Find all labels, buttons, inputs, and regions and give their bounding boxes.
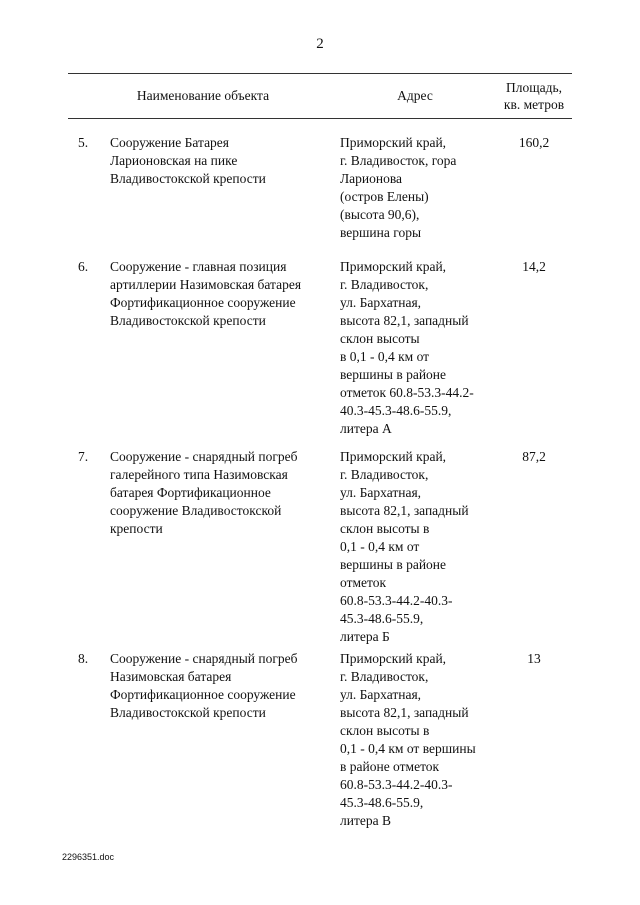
address-line: Приморский край,	[340, 135, 447, 150]
header-area	[496, 79, 572, 113]
name-line: Фортификационное сооружение	[110, 295, 296, 310]
row-object-name	[110, 650, 325, 722]
address-line: 0,1 - 0,4 км от вершины	[340, 741, 476, 756]
address-line: высота 82,1, западный	[340, 313, 469, 328]
row-object-name	[110, 258, 325, 330]
row-address	[340, 448, 500, 646]
name-line: Владивостокской крепости	[110, 171, 266, 186]
table-header-rule	[68, 118, 572, 119]
address-line: вершины в районе	[340, 557, 447, 572]
address-line: в районе отметок	[340, 759, 440, 774]
address-line: 45.3-48.6-55.9,	[340, 795, 424, 810]
address-line: литера А	[340, 421, 392, 436]
address-line: г. Владивосток,	[340, 277, 429, 292]
name-line: Сооружение - главная позиция	[110, 259, 287, 274]
address-line: Приморский край,	[340, 449, 447, 464]
page-number: 2	[316, 36, 324, 52]
footer-filename: 2296351.doc	[62, 852, 115, 862]
name-line: Сооружение - снарядный погреб	[110, 651, 298, 666]
row-address	[340, 134, 500, 242]
address-line: 0,1 - 0,4 км от	[340, 539, 420, 554]
address-line: 40.3-45.3-48.6-55.9,	[340, 403, 452, 418]
name-line: Ларионовская на пике	[110, 153, 238, 168]
row-area: 160,2	[518, 135, 550, 150]
address-line: ул. Бархатная,	[340, 687, 422, 702]
address-line: (высота 90,6),	[340, 207, 420, 222]
row-object-name	[110, 448, 325, 538]
row-address	[340, 258, 500, 438]
address-line: г. Владивосток,	[340, 669, 429, 684]
row-number: 6.	[78, 259, 89, 274]
address-line: г. Владивосток,	[340, 467, 429, 482]
address-line: Приморский край,	[340, 651, 447, 666]
address-line: высота 82,1, западный	[340, 705, 469, 720]
address-line: отметок	[340, 575, 387, 590]
address-line: Ларионова	[340, 171, 403, 186]
address-line: г. Владивосток, гора	[340, 153, 457, 168]
name-line: Сооружение Батарея	[110, 135, 230, 150]
name-line: Владивостокской крепости	[110, 313, 266, 328]
address-line: литера Б	[340, 629, 390, 644]
header-area-line-1: Площадь,	[505, 80, 563, 95]
name-line: артиллерии Назимовская батарея	[110, 277, 302, 292]
address-line: вершина горы	[340, 225, 422, 240]
row-area: 13	[527, 651, 541, 666]
address-line: 45.3-48.6-55.9,	[340, 611, 424, 626]
name-line: Сооружение - снарядный погреб	[110, 449, 298, 464]
row-area: 87,2	[522, 449, 546, 464]
header-name: Наименование объекта	[136, 88, 270, 103]
row-object-name	[110, 134, 325, 188]
row-number: 8.	[78, 651, 89, 666]
address-line: в 0,1 - 0,4 км от	[340, 349, 430, 364]
address-line: ул. Бархатная,	[340, 485, 422, 500]
name-line: Назимовская батарея	[110, 669, 232, 684]
address-line: ул. Бархатная,	[340, 295, 422, 310]
address-line: склон высоты	[340, 331, 420, 346]
header-area-line-2: кв. метров	[503, 97, 565, 112]
header-address: Адрес	[397, 88, 433, 103]
row-number: 5.	[78, 135, 89, 150]
address-line: отметок 60.8-53.3-44.2-	[340, 385, 474, 400]
address-line: склон высоты в	[340, 723, 430, 738]
table-top-rule	[68, 73, 572, 74]
row-address	[340, 650, 500, 830]
name-line: Фортификационное сооружение	[110, 687, 296, 702]
name-line: батарея Фортификационное	[110, 485, 271, 500]
name-line: крепости	[110, 521, 163, 536]
address-line: Приморский край,	[340, 259, 447, 274]
address-line: склон высоты в	[340, 521, 430, 536]
name-line: Владивостокской крепости	[110, 705, 266, 720]
name-line: галерейного типа Назимовская	[110, 467, 288, 482]
row-area: 14,2	[522, 259, 546, 274]
address-line: высота 82,1, западный	[340, 503, 469, 518]
address-line: (остров Елены)	[340, 189, 429, 204]
address-line: вершины в районе	[340, 367, 447, 382]
address-line: 60.8-53.3-44.2-40.3-	[340, 777, 453, 792]
row-number: 7.	[78, 449, 89, 464]
name-line: сооружение Владивостокской	[110, 503, 282, 518]
address-line: 60.8-53.3-44.2-40.3-	[340, 593, 453, 608]
address-line: литера В	[340, 813, 391, 828]
